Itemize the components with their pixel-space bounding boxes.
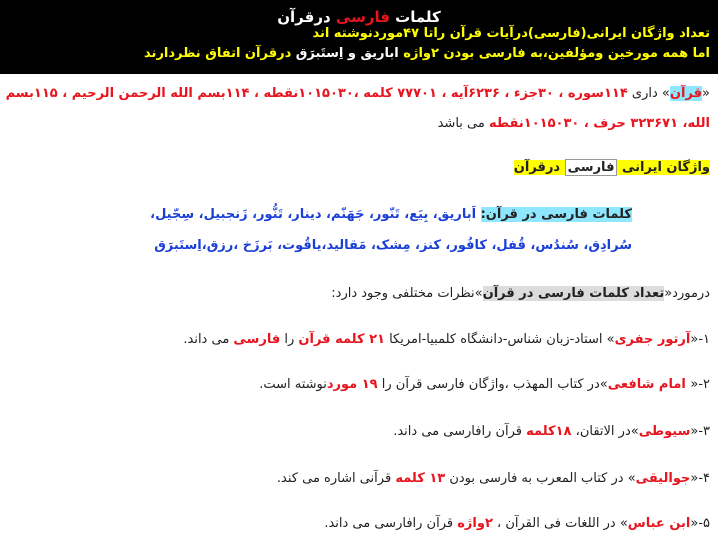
author-name: آرتور جفری — [614, 332, 691, 347]
item-text: نوشته است. — [259, 377, 327, 392]
item-number: ۴-« — [690, 471, 710, 486]
intro-text: داری — [627, 86, 662, 101]
header-banner — [0, 0, 718, 74]
item-text: در اللغات فی القرآن ، — [492, 516, 620, 531]
words-label: کلمات فارسی در قرآن: — [480, 207, 632, 222]
author-name: ابن عباس — [627, 516, 691, 531]
item-text: می داند. — [183, 332, 234, 347]
quote-mark: » — [630, 424, 639, 439]
item-text: قرآن رافارسی می داند. — [324, 516, 458, 531]
header-line-1: تعداد واژگان ایرانی(فارسی)درآیات قرآن راتا ۴۷موردنوشته اند — [312, 26, 710, 41]
word-count: ۲۱ کلمه قرآن — [298, 332, 385, 347]
item-text: در کتاب المعرب به فارسی بودن — [445, 471, 628, 486]
item-number: ۳-« — [690, 424, 710, 439]
opinion-item — [324, 516, 710, 531]
intro-text: می باشد — [437, 116, 489, 131]
section-title-boxed: فارسی — [565, 159, 618, 176]
quran-stats: ۱۱۴سوره ، ۳۰جزء ، ۶۲۳۶آیه ، ۷۷۷۰۱ کلمه ،۱۰۱۵۰۳۰نقطه ، ۱۱۴بسم الله الرحمن الرحیم ، ۱۱۵بسم — [5, 86, 628, 101]
opinion-item — [183, 332, 710, 347]
title-part: درقرآن — [277, 8, 336, 26]
item-text: در الاتقان، — [571, 424, 631, 439]
intro-line-1 — [6, 86, 710, 101]
item-text: قرآنی اشاره می کند. — [276, 471, 396, 486]
quran-stats-2: الله، ۳۲۳۶۷۱ حرف ، ۱۰۱۵۰۳۰نقطه — [488, 116, 710, 131]
opinion-item — [393, 424, 710, 439]
word-count: ۲واژه — [457, 516, 493, 531]
section-title — [514, 160, 710, 175]
item-number: ۲-« — [690, 377, 710, 392]
word-count: ۱۹ مورد — [326, 377, 378, 392]
quote-mark: » — [619, 516, 628, 531]
title-part: کلمات — [389, 8, 441, 26]
item-emphasis: فارسی — [233, 332, 281, 347]
opinion-item — [277, 471, 710, 486]
author-name: جوالیقی — [635, 471, 691, 486]
item-text: در کتاب المهذب ،واژگان فارسی قرآن را — [377, 377, 600, 392]
item-number: ۵-« — [690, 516, 710, 531]
opinions-topic: تعداد کلمات فارسی در قرآن — [482, 286, 665, 301]
quote-mark: » — [606, 332, 615, 347]
quran-word: قرآن — [669, 86, 703, 101]
header-line-2-text: درقرآن اتفاق نظردارند — [144, 46, 296, 61]
word-count: ۱۸کلمه — [526, 424, 572, 439]
opinion-item — [259, 377, 710, 392]
words-list-1: اَباریق، بِیَع، تَنّور، جَهَنّم، دینار، تَنُّور، زَنجبیل، سِجّیل، — [150, 207, 481, 222]
opinions-intro-text: »نظرات مختلفی وجود دارد: — [331, 286, 483, 301]
item-text: را — [280, 332, 299, 347]
author-name: امام شافعی — [607, 377, 691, 392]
opinions-intro-text: درمورد« — [664, 286, 710, 301]
header-line-2-words: اباریق و اِستَبرَق — [295, 46, 399, 61]
quote-mark: » — [661, 86, 670, 101]
title-highlight: فارسی — [335, 8, 390, 26]
quote-mark: « — [702, 86, 710, 101]
item-text: قرآن رافارسی می داند. — [393, 424, 527, 439]
item-number: ۱-« — [690, 332, 710, 347]
header-line-2 — [144, 46, 710, 61]
section-title-text: واژگان ایرانی — [617, 160, 710, 175]
quote-mark: » — [627, 471, 636, 486]
item-text: استاد-زبان شناس-دانشگاه کلمبیا-امریکا — [384, 332, 607, 347]
words-line-1 — [150, 207, 632, 222]
header-line-2-text: اما همه مورخین ومؤلفین،به فارسی بودن ۲واژه — [398, 46, 710, 61]
word-count: ۱۳ کلمه — [395, 471, 446, 486]
page-title — [0, 8, 718, 26]
section-title-text: درقرآن — [513, 160, 565, 175]
author-name: سیوطی — [638, 424, 691, 439]
intro-line-2 — [438, 116, 710, 131]
opinions-intro — [331, 286, 710, 301]
quote-mark: » — [599, 377, 608, 392]
words-line-2: سُرادِق، سُندُس، قُفل، کافُور، کنز، مِشک، مَقالید،یاقُوت، بَرزَخ ،رزق،اِستَبرَق — [154, 238, 632, 253]
